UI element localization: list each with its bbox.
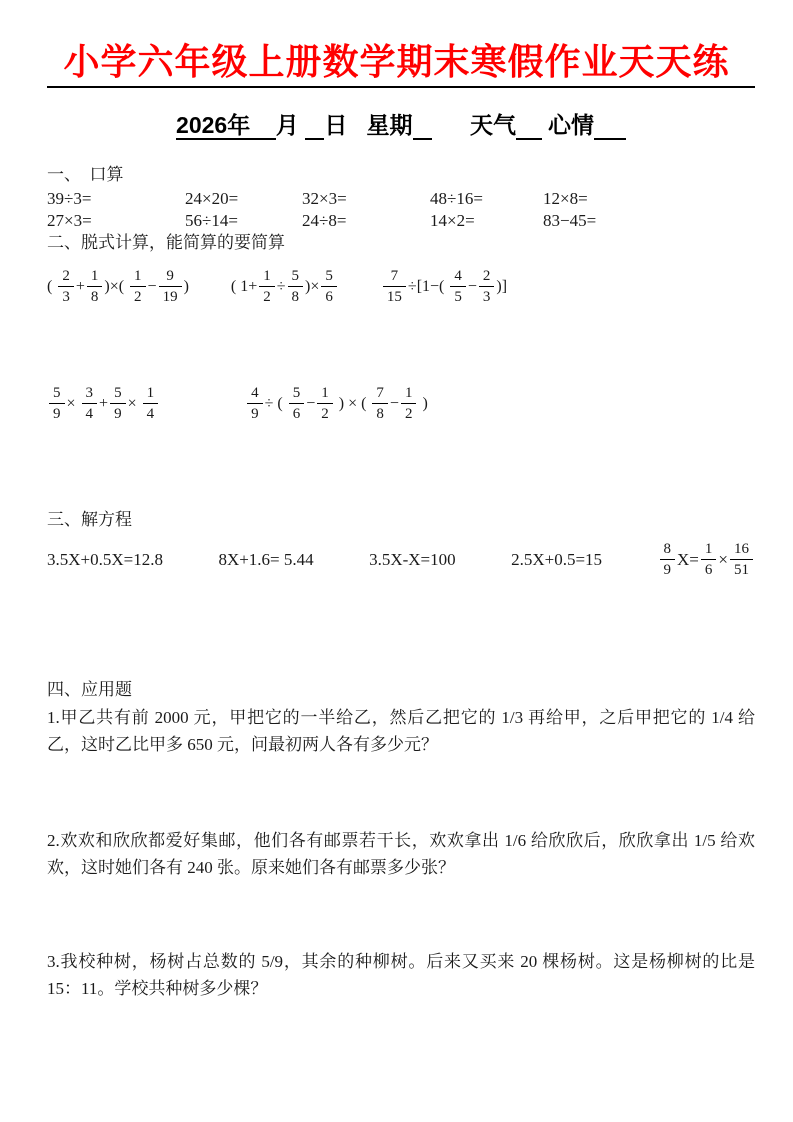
stepwise-expression: ( $\frac{2}{3}$ + $\frac{1}{8}$ )×( $\frac{1}{2}$ − $\frac{9}{19}$ ) — [47, 268, 189, 305]
oral-problem: 24×20= — [185, 189, 239, 208]
equation: 3.5X+0.5X=12.8 — [47, 549, 163, 569]
fraction: $\frac{3}{4}$ — [82, 384, 98, 423]
oral-problem: 27×3= — [47, 210, 92, 230]
fraction: $\frac{9}{19}$ — [159, 267, 182, 306]
section-oral-calculation — [47, 164, 755, 231]
fraction: $\frac{5}{9}$ — [110, 384, 126, 423]
title-divider — [47, 86, 755, 88]
fraction: $\frac{5}{6}$ — [321, 267, 337, 306]
stepwise-row-1 — [47, 267, 755, 306]
section-solve-equations — [47, 509, 755, 579]
fraction: $\frac{16}{51}$ — [730, 540, 753, 579]
fraction: $\frac{1}{6}$ — [701, 540, 717, 579]
equation: 3.5X-X=100 — [369, 549, 456, 569]
fraction: $\frac{1}{4}$ — [143, 384, 159, 423]
fraction: $\frac{1}{2}$ — [130, 267, 146, 306]
stepwise-heading: 二、脱式计算，能简算的要简算 — [47, 233, 285, 252]
oral-problem: 24÷8= — [302, 210, 347, 230]
word-problems-heading: 四、应用题 — [47, 680, 132, 699]
section-word-problems — [47, 679, 755, 1002]
date-line: 2026年 月 日 星期 天气 心情 — [47, 110, 755, 140]
fraction: $\frac{2}{3}$ — [58, 267, 74, 306]
oral-problem: 48÷16= — [430, 189, 483, 208]
fraction: $\frac{7}{8}$ — [372, 384, 388, 423]
oral-problems-grid — [47, 188, 755, 231]
equation: 8X+1.6= 5.44 — [218, 549, 314, 569]
oral-problem: 83−45= — [543, 210, 597, 230]
page-title: 小学六年级上册数学期末寒假作业天天练 — [63, 41, 730, 82]
stepwise-expression: $\frac{5}{9}$ × $\frac{3}{4}$ + $\frac{5}{9}$ × $\frac{1}{4}$ — [47, 384, 160, 423]
oral-problem: 14×2= — [430, 210, 475, 230]
stepwise-expression: $\frac{7}{15}$ ÷[1−( $\frac{4}{5}$ − $\frac{2}{3}$ )] — [381, 267, 507, 306]
fraction: $\frac{7}{15}$ — [383, 267, 406, 306]
oral-problem: 32×3= — [302, 189, 347, 208]
oral-problem: 12×8= — [543, 189, 588, 208]
fraction: $\frac{4}{5}$ — [450, 267, 466, 306]
equations-heading: 三、解方程 — [47, 510, 132, 529]
stepwise-expression: $\frac{4}{9}$ ÷ ( $\frac{5}{6}$ − $\frac{1}{2}$ ) × ( $\frac{7}{8}$ − $\frac{1}{2}$ ) — [245, 384, 428, 423]
equations-row — [47, 540, 755, 579]
fraction: $\frac{5}{8}$ — [288, 267, 304, 306]
worksheet-header — [47, 40, 755, 88]
section-stepwise-calculation — [47, 232, 755, 423]
fraction: $\frac{2}{3}$ — [479, 267, 495, 306]
oral-problem: 56÷14= — [185, 210, 238, 230]
fraction: $\frac{8}{9}$ — [660, 540, 676, 579]
oral-problem: 39÷3= — [47, 189, 92, 208]
equation: $\frac{8}{9}$ X= $\frac{1}{6}$ × $\frac{16}{51}$ — [658, 540, 755, 579]
stepwise-expression: ( 1+ $\frac{1}{2}$ ÷ $\frac{5}{8}$ )× $\frac{5}{6}$ — [231, 267, 339, 306]
fraction: $\frac{1}{2}$ — [317, 384, 333, 423]
word-problem-2: 2.欢欢和欣欣都爱好集邮，他们各有邮票若干长，欢欢拿出 1/6 给欣欣后，欣欣拿出 1/5 给欢欢，这时她们各有 240 张。原来她们各有邮票多少张？ — [47, 831, 755, 877]
fraction: $\frac{4}{9}$ — [247, 384, 263, 423]
oral-heading: 一、 口算 — [47, 165, 124, 184]
fraction: $\frac{5}{9}$ — [49, 384, 65, 423]
fraction: $\frac{1}{2}$ — [259, 267, 275, 306]
fraction: $\frac{1}{2}$ — [401, 384, 417, 423]
equation: 2.5X+0.5=15 — [511, 549, 603, 569]
fraction: $\frac{1}{8}$ — [87, 267, 103, 306]
fraction: $\frac{5}{6}$ — [289, 384, 305, 423]
word-problem-1: 1.甲乙共有前 2000 元，甲把它的一半给乙，然后乙把它的 1/3 再给甲，之后甲把它的 1/4 给乙，这时乙比甲多 650 元，问最初两人各有多少元？ — [47, 708, 755, 754]
stepwise-row-2 — [47, 384, 755, 423]
word-problem-3: 3.我校种树，杨树占总数的 5/9，其余的种柳树。后来又买来 20 棵杨树。这是杨柳树的比是 15：11。学校共种树多少棵？ — [47, 952, 755, 998]
